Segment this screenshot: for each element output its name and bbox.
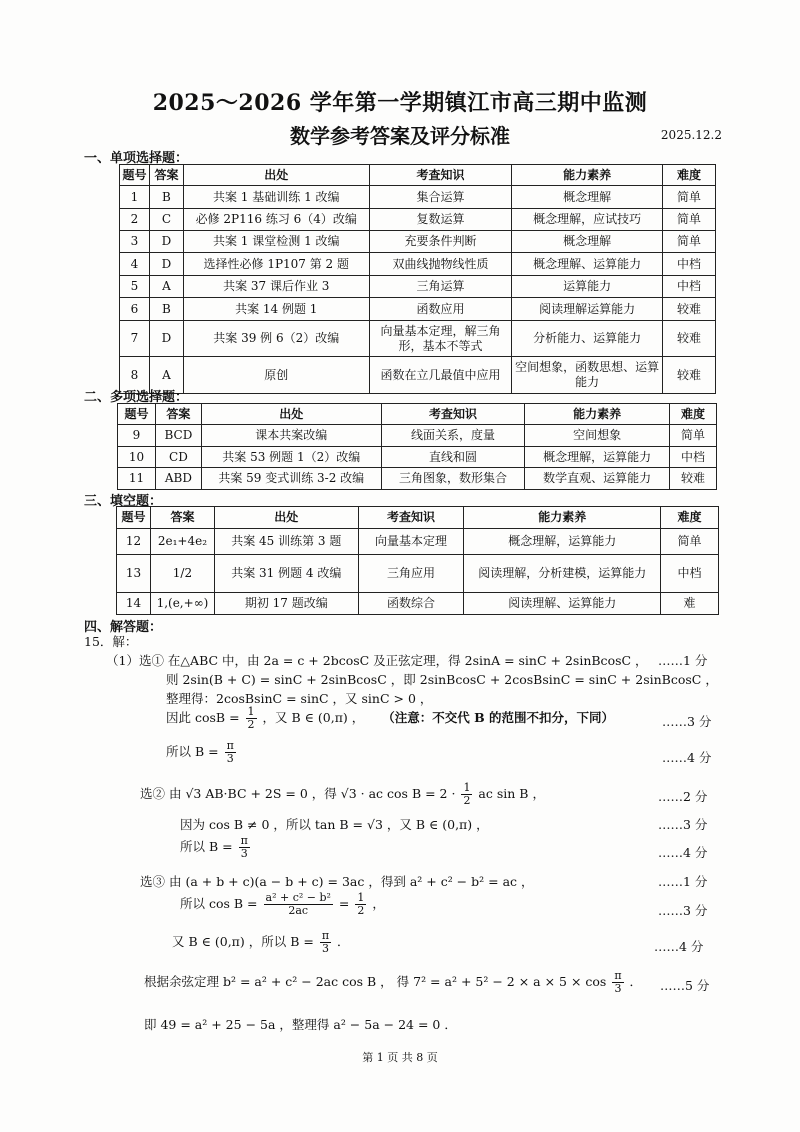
table-cell: 8 xyxy=(120,357,150,394)
table-cell: 较难 xyxy=(670,468,717,490)
solution-line xyxy=(144,970,642,995)
column-header: 答案 xyxy=(150,507,214,529)
section-heading: 一、单项选择题： xyxy=(84,151,189,166)
math-text: 因此 cosB = xyxy=(166,710,240,725)
table-cell: 2e₁+4e₂ xyxy=(150,529,214,555)
problem-number: 15．解： xyxy=(84,634,138,649)
score-points: ……1 分 xyxy=(658,874,708,889)
table-cell: 概念理解 xyxy=(512,231,663,253)
section-heading: 四、解答题： xyxy=(84,620,163,635)
solution-line xyxy=(140,782,545,807)
table-row xyxy=(120,357,716,394)
table-row xyxy=(117,593,719,615)
table-cell: 共案 53 例题 1（2）改编 xyxy=(201,447,381,468)
table-cell: 共案 1 课堂检测 1 改编 xyxy=(183,231,369,253)
table-row xyxy=(120,298,716,321)
fraction xyxy=(355,892,366,917)
table-cell: 概念理解，运算能力 xyxy=(464,529,661,555)
table-cell: 原创 xyxy=(183,357,369,394)
column-header: 出处 xyxy=(183,165,369,186)
table-cell: 三角图象，数形集合 xyxy=(381,468,525,490)
fraction xyxy=(612,970,623,995)
table-cell: 1 xyxy=(120,186,150,209)
solution-line: 则 2sin(B + C) = sinC + 2sinBcosC ，即 2sinBcosC + 2cosBsinC = sinC + 2sinBcosC ， xyxy=(166,672,718,687)
table-cell: 2 xyxy=(120,209,150,231)
table-cell: 较难 xyxy=(663,357,716,394)
solution-line xyxy=(166,740,238,765)
numerator: 1 xyxy=(463,781,471,794)
fraction xyxy=(239,835,250,860)
table-cell: 空间想象，函数思想、运算能力 xyxy=(512,357,663,394)
table-cell: A xyxy=(149,357,183,394)
score-points: ……3 分 xyxy=(658,817,708,832)
denominator: 2ac xyxy=(288,904,309,917)
math-text: = xyxy=(338,896,350,911)
table-cell: 概念理解、运算能力 xyxy=(512,253,663,276)
table-cell: 11 xyxy=(118,468,156,490)
table-cell: 直线和圆 xyxy=(381,447,525,468)
column-header: 难度 xyxy=(670,404,717,425)
math-text: 所以 B = xyxy=(180,839,233,854)
solution-line: 整理得：2cosBsinC = sinC ，又 sinC > 0 ， xyxy=(166,691,433,706)
table-cell: 中档 xyxy=(663,253,716,276)
table-cell: 函数应用 xyxy=(369,298,512,321)
math-text: 根据余弦定理 b² = a² + c² − 2ac cos B ， 得 7² = a² + 5² − 2 × a × 5 × cos xyxy=(144,974,607,989)
numerator: π xyxy=(321,929,330,942)
score-points: ……5 分 xyxy=(660,978,710,993)
denominator: 3 xyxy=(240,847,248,860)
table-cell: 线面关系，度量 xyxy=(381,425,525,447)
score-points: ……2 分 xyxy=(658,789,708,804)
table-cell: 必修 2P116 练习 6（4）改编 xyxy=(183,209,369,231)
table-cell: 中档 xyxy=(670,447,717,468)
numerator: 1 xyxy=(357,891,365,904)
column-header: 答案 xyxy=(149,165,183,186)
table-row xyxy=(118,468,717,490)
column-header: 考查知识 xyxy=(358,507,464,529)
column-header: 能力素养 xyxy=(512,165,663,186)
page-number: 第 1 页 共 8 页 xyxy=(362,1051,438,1064)
table-cell: 数学直观、运算能力 xyxy=(525,468,670,490)
fill-in-table xyxy=(116,506,719,615)
denominator: 3 xyxy=(321,942,329,955)
table-cell: 课本共案改编 xyxy=(201,425,381,447)
table-cell: 简单 xyxy=(663,209,716,231)
math-text: 选② 由 √3 AB·BC + 2S = 0 ，得 √3 · ac cos B = 2 · xyxy=(140,786,456,801)
math-text: ． xyxy=(629,974,643,989)
table-cell: 共案 31 例题 4 改编 xyxy=(214,555,358,593)
score-points: ……4 分 xyxy=(654,939,704,954)
numerator: 1 xyxy=(247,705,255,718)
fraction xyxy=(246,706,257,731)
table-row xyxy=(117,529,719,555)
table-cell: 阅读理解运算能力 xyxy=(512,298,663,321)
score-points: ……1 分 xyxy=(658,653,708,668)
column-header: 答案 xyxy=(155,404,201,425)
document-title: 2025～2026 学年第一学期镇江市高三期中监测 xyxy=(152,90,648,116)
table-header-row xyxy=(117,507,719,529)
table-row xyxy=(120,209,716,231)
math-text: 所以 cos B = xyxy=(180,896,258,911)
solution-line xyxy=(180,835,252,860)
table-cell: 7 xyxy=(120,321,150,357)
table-cell: 4 xyxy=(120,253,150,276)
solution-line: 因为 cos B ≠ 0 ，所以 tan B = √3 ，又 B ∈ (0,π) ， xyxy=(180,817,489,832)
table-cell: 集合运算 xyxy=(369,186,512,209)
table-row xyxy=(117,555,719,593)
table-cell: 向量基本定理 xyxy=(358,529,464,555)
denominator: 2 xyxy=(357,904,365,917)
table-cell: 函数综合 xyxy=(358,593,464,615)
table-cell: 期初 17 题改编 xyxy=(214,593,358,615)
table-cell: 1/2 xyxy=(150,555,214,593)
table-row xyxy=(118,425,717,447)
table-cell: 运算能力 xyxy=(512,276,663,298)
fraction xyxy=(461,782,472,807)
table-cell: 中档 xyxy=(661,555,719,593)
column-header: 题号 xyxy=(118,404,156,425)
document-subtitle: 数学参考答案及评分标准 xyxy=(290,124,510,148)
table-cell: 三角应用 xyxy=(358,555,464,593)
table-row xyxy=(120,276,716,298)
single-choice-table xyxy=(119,164,716,394)
table-cell: 5 xyxy=(120,276,150,298)
section-heading: 三、填空题： xyxy=(84,494,163,509)
table-cell: 6 xyxy=(120,298,150,321)
table-cell: CD xyxy=(155,447,201,468)
table-cell: 共案 45 训练第 3 题 xyxy=(214,529,358,555)
numerator: π xyxy=(240,834,248,847)
table-cell: 共案 1 基础训练 1 改编 xyxy=(183,186,369,209)
table-cell: 中档 xyxy=(663,276,716,298)
table-cell: 简单 xyxy=(661,529,719,555)
column-header: 题号 xyxy=(117,507,151,529)
math-text: ac sin B ， xyxy=(478,786,545,801)
table-cell: 较难 xyxy=(663,298,716,321)
math-text: 又 B ∈ (0,π) ，所以 B = xyxy=(172,934,314,949)
column-header: 难度 xyxy=(663,165,716,186)
table-cell: 复数运算 xyxy=(369,209,512,231)
score-points: ……3 分 xyxy=(662,714,712,729)
table-cell: 较难 xyxy=(663,321,716,357)
table-cell: B xyxy=(149,298,183,321)
table-cell: 共案 59 变式训练 3-2 改编 xyxy=(201,468,381,490)
solution-line xyxy=(166,706,614,731)
table-cell: 共案 14 例题 1 xyxy=(183,298,369,321)
table-cell: 简单 xyxy=(663,186,716,209)
column-header: 题号 xyxy=(120,165,150,186)
table-cell: C xyxy=(149,209,183,231)
numerator: a² + c² − b² xyxy=(265,891,331,904)
denominator: 2 xyxy=(463,794,471,807)
column-header: 考查知识 xyxy=(369,165,512,186)
fraction xyxy=(320,930,331,955)
table-cell: 难 xyxy=(661,593,719,615)
table-cell: 选择性必修 1P107 第 2 题 xyxy=(183,253,369,276)
math-text: ，又 B ∈ (0,π) ， xyxy=(262,710,365,725)
table-cell: 简单 xyxy=(663,231,716,253)
table-header-row xyxy=(118,404,717,425)
table-cell: 13 xyxy=(117,555,151,593)
table-row xyxy=(120,253,716,276)
solution-line xyxy=(180,892,385,917)
table-row xyxy=(120,321,716,357)
table-cell: D xyxy=(149,253,183,276)
document-date: 2025.12.2 xyxy=(660,128,722,142)
table-cell: 14 xyxy=(117,593,151,615)
denominator: 3 xyxy=(614,982,622,995)
grading-note: （注意：不交代 B 的范围不扣分，下同） xyxy=(382,710,615,725)
table-cell: 函数在立几最值中应用 xyxy=(369,357,512,394)
table-cell: 阅读理解、运算能力 xyxy=(464,593,661,615)
table-cell: 分析能力、运算能力 xyxy=(512,321,663,357)
table-cell: 空间想象 xyxy=(525,425,670,447)
math-text: 所以 B = xyxy=(166,744,219,759)
table-cell: 共案 39 例 6（2）改编 xyxy=(183,321,369,357)
column-header: 难度 xyxy=(661,507,719,529)
math-text: ， xyxy=(372,896,385,911)
column-header: 能力素养 xyxy=(464,507,661,529)
numerator: π xyxy=(226,739,234,752)
solution-line: （1）选① 在△ABC 中，由 2a = c + 2bcosC 及正弦定理，得 2sinA = sinC + 2sinBcosC ， xyxy=(106,653,648,668)
column-header: 考查知识 xyxy=(381,404,525,425)
table-cell: 1,(e,+∞) xyxy=(150,593,214,615)
table-cell: 9 xyxy=(118,425,156,447)
multiple-choice-table xyxy=(117,403,717,490)
table-cell: 10 xyxy=(118,447,156,468)
column-header: 出处 xyxy=(214,507,358,529)
table-cell: 概念理解，运算能力 xyxy=(525,447,670,468)
table-cell: D xyxy=(149,321,183,357)
math-text: ． xyxy=(337,934,350,949)
column-header: 出处 xyxy=(201,404,381,425)
denominator: 3 xyxy=(226,752,234,765)
fraction xyxy=(264,892,333,917)
table-cell: A xyxy=(149,276,183,298)
table-cell: 充要条件判断 xyxy=(369,231,512,253)
table-cell: 概念理解 xyxy=(512,186,663,209)
score-points: ……3 分 xyxy=(658,903,708,918)
table-cell: ABD xyxy=(155,468,201,490)
table-cell: 向量基本定理，解三角形，基本不等式 xyxy=(369,321,512,357)
table-cell: 简单 xyxy=(670,425,717,447)
column-header: 能力素养 xyxy=(525,404,670,425)
solution-line xyxy=(172,930,350,955)
denominator: 2 xyxy=(247,718,255,731)
numerator: π xyxy=(614,969,622,982)
table-cell: 12 xyxy=(117,529,151,555)
table-cell: B xyxy=(149,186,183,209)
table-cell: 3 xyxy=(120,231,150,253)
table-header-row xyxy=(120,165,716,186)
table-cell: 概念理解，应试技巧 xyxy=(512,209,663,231)
table-row xyxy=(120,186,716,209)
table-cell: BCD xyxy=(155,425,201,447)
table-cell: 双曲线抛物线性质 xyxy=(369,253,512,276)
score-points: ……4 分 xyxy=(658,845,708,860)
fraction xyxy=(225,740,236,765)
solution-line: 即 49 = a² + 25 − 5a ，整理得 a² − 5a − 24 = 0 ． xyxy=(144,1017,457,1032)
table-cell: D xyxy=(149,231,183,253)
solution-line: 选③ 由 (a + b + c)(a − b + c) = 3ac ，得到 a² + c² − b² = ac ， xyxy=(140,874,534,889)
table-cell: 阅读理解，分析建模，运算能力 xyxy=(464,555,661,593)
table-row xyxy=(118,447,717,468)
score-points: ……4 分 xyxy=(662,750,712,765)
table-row xyxy=(120,231,716,253)
section-heading: 二、多项选择题： xyxy=(84,390,189,405)
table-cell: 共案 37 课后作业 3 xyxy=(183,276,369,298)
table-cell: 三角运算 xyxy=(369,276,512,298)
